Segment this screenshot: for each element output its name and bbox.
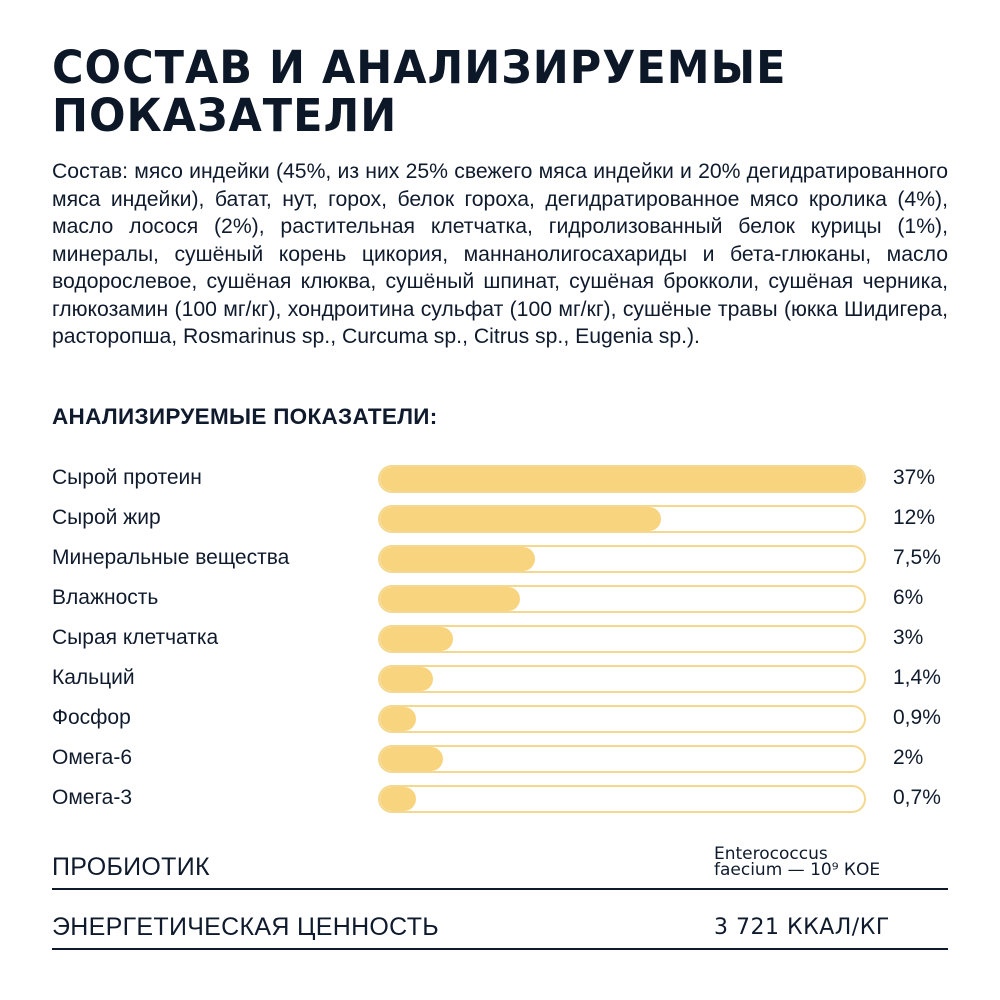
indicator-value: 3% (893, 626, 924, 649)
indicator-bar-fill (380, 707, 416, 731)
indicator-label: Омега-3 (52, 786, 133, 809)
energy-row (52, 904, 948, 950)
page-title-line-1: СОСТАВ И АНАЛИЗИРУЕМЫЕ (52, 41, 787, 95)
indicator-row (52, 782, 952, 822)
indicator-row (52, 542, 952, 582)
indicator-bar-track (378, 505, 866, 533)
indicator-bar-fill (380, 507, 661, 531)
indicator-bar-track (378, 665, 866, 693)
indicator-value: 12% (893, 506, 936, 529)
indicator-row (52, 702, 952, 742)
indicator-value: 37% (893, 466, 936, 489)
indicator-row (52, 662, 952, 702)
indicator-value: 0,7% (893, 786, 941, 809)
indicator-bar-track (378, 625, 866, 653)
indicator-row (52, 742, 952, 782)
energy-label: ЭНЕРГЕТИЧЕСКАЯ ЦЕННОСТЬ (52, 913, 439, 941)
probiotic-value-line-1: Enterococcus (714, 844, 828, 864)
page-title-line-2: ПОКАЗАТЕЛИ (52, 90, 398, 143)
indicator-bar-fill (380, 627, 453, 651)
analysis-heading: АНАЛИЗИРУЕМЫЕ ПОКАЗАТЕЛИ: (52, 404, 438, 429)
indicator-row (52, 462, 952, 502)
indicator-bar-fill (380, 547, 535, 571)
indicator-label: Омега-6 (52, 746, 133, 769)
probiotic-value (714, 846, 880, 878)
indicator-row (52, 502, 952, 542)
indicator-bar-fill (380, 467, 864, 491)
indicator-bar-track (378, 545, 866, 573)
indicator-label: Кальций (52, 666, 135, 689)
indicator-row (52, 582, 952, 622)
energy-value: 3 721 ККАЛ/КГ (714, 915, 890, 940)
probiotic-value-line-2: faecium — 10⁹ КОЕ (714, 860, 881, 880)
indicator-value: 2% (893, 746, 924, 769)
indicator-bar-track (378, 585, 866, 613)
indicator-bar-fill (380, 667, 433, 691)
indicator-label: Фосфор (52, 706, 131, 729)
indicator-label: Минеральные вещества (52, 546, 290, 569)
indicator-bar-track (378, 745, 866, 773)
indicator-value: 0,9% (893, 706, 941, 729)
probiotic-row (52, 842, 948, 890)
page-title (52, 41, 952, 143)
indicator-value: 7,5% (893, 546, 941, 569)
indicator-bar-fill (380, 787, 416, 811)
indicator-bar-track (378, 705, 866, 733)
indicator-bar-fill (380, 587, 520, 611)
probiotic-label: ПРОБИОТИК (52, 853, 210, 881)
indicator-value: 1,4% (893, 666, 941, 689)
indicator-bar-fill (380, 747, 443, 771)
indicator-label: Сырая клетчатка (52, 626, 219, 649)
indicator-bar-track (378, 785, 866, 813)
indicator-list (52, 462, 952, 822)
indicator-label: Сырой протеин (52, 466, 202, 489)
indicator-value: 6% (893, 586, 924, 609)
indicator-label: Сырой жир (52, 506, 161, 529)
indicator-row (52, 622, 952, 662)
indicator-bar-track (378, 465, 866, 493)
composition-text: Состав: мясо индейки (45%, из них 25% свежего мяса индейки и 20% дегидратированного мяса индейки), батат, нут, горох, белок гороха, дегидратированное мясо кролика (4%), масло лосося (2%), растительная клетчатка, гидролизованный белок курицы (1%), минералы, сушёный корень цикория, маннанолигосахариды и бета-глюканы, масло водорослевое, сушёная клюква, сушёный шпинат, сушёная брокколи, сушёная черника, глюкозамин (100 мг/кг), хондроитина сульфат (100 мг/кг), сушёные травы (юкка Шидигера, расторопша, Rosmarinus sp., Curcuma sp., Citrus sp., Eugenia sp.). (52, 160, 948, 348)
indicator-label: Влажность (52, 586, 159, 609)
